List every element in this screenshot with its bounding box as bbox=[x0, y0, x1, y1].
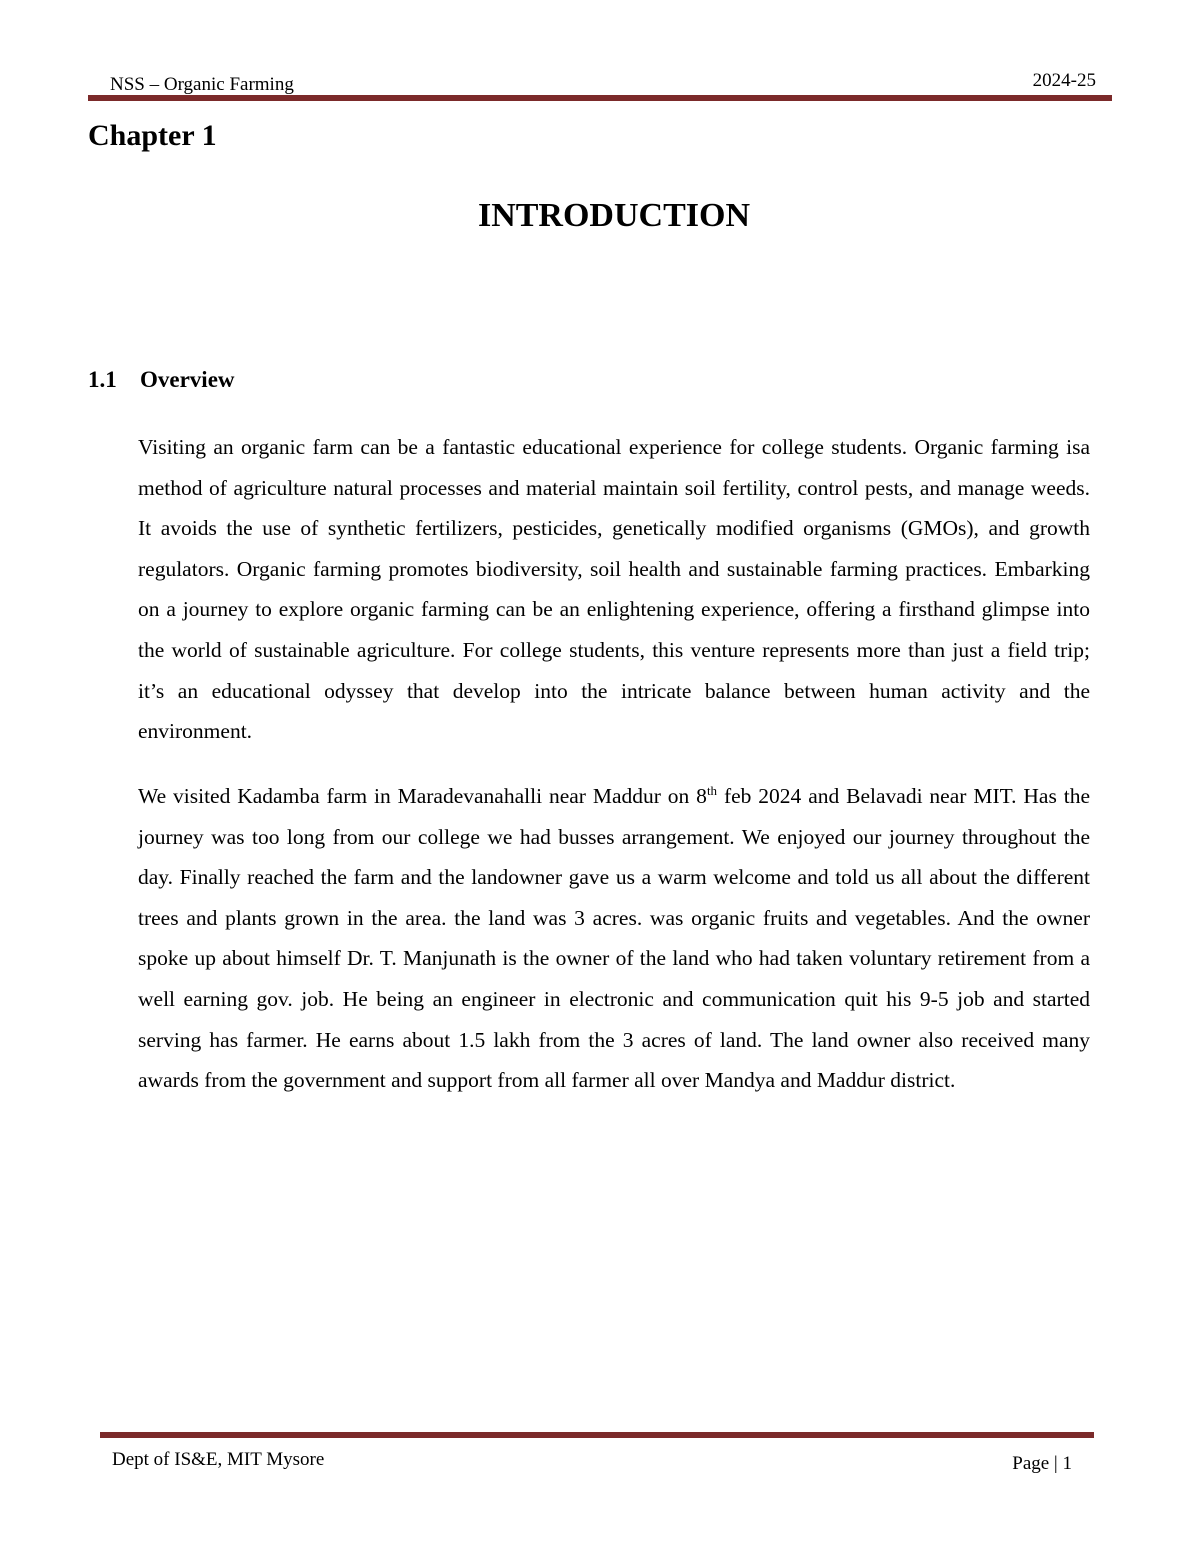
footer-department: Dept of IS&E, MIT Mysore bbox=[112, 1449, 325, 1470]
page-title: INTRODUCTION bbox=[477, 197, 751, 234]
chapter-label: Chapter 1 bbox=[88, 119, 217, 152]
footer-divider bbox=[100, 1432, 1094, 1438]
header-title: NSS – Organic Farming bbox=[110, 74, 294, 95]
paragraph-overview-1: Visiting an organic farm can be a fantastic educational experience for college students. Organic farming isa method of agriculture natural processes and material maintain soil fertility, control pests, and manage weeds. It avoids the use of synthetic fertilizers, pesticides, genetically modified organisms (GMOs), and growth regulators. Organic farming promotes biodiversity, soil health and sustainable farming practices. Embarking on a journey to explore organic farming can be an enlightening experience, offering a firsthand glimpse into the world of sustainable agriculture. For college students, this venture represents more than just a field trip; it’s an educational odyssey that develop into the intricate balance between human activity and the environment. bbox=[138, 435, 1090, 744]
header-year: 2024-25 bbox=[1032, 70, 1096, 91]
ordinal-superscript: th bbox=[706, 782, 718, 798]
section-number: 1.1 bbox=[88, 367, 117, 392]
section-heading bbox=[88, 366, 235, 394]
paragraph-text-end: feb 2024 and Belavadi near MIT. Has the journey was too long from our college we had busses arrangement. We enjoyed our journey throughout the day. Finally reached the farm and the landowner gave us a warm welcome and told us all about the different trees and plants grown in the area. the land was 3 acres. was organic fruits and vegetables. And the owner spoke up about himself Dr. T. Manjunath is the owner of the land who had taken voluntary retirement from a well earning gov. job. He being an engineer in electronic and communication quit his 9-5 job and started serving has farmer. He earns about 1.5 lakh from the 3 acres of land. The land owner also received many awards from the government and support from all farmer all over Mandya and Maddur district. bbox=[138, 784, 1090, 1093]
paragraph-overview-2 bbox=[138, 776, 1090, 1101]
paragraph-text-start: We visited Kadamba farm in Maradevanahalli near Maddur on 8 bbox=[138, 784, 707, 808]
section-title: Overview bbox=[140, 367, 235, 392]
footer-page-number: Page | 1 bbox=[1012, 1453, 1072, 1474]
header-divider bbox=[88, 95, 1112, 101]
